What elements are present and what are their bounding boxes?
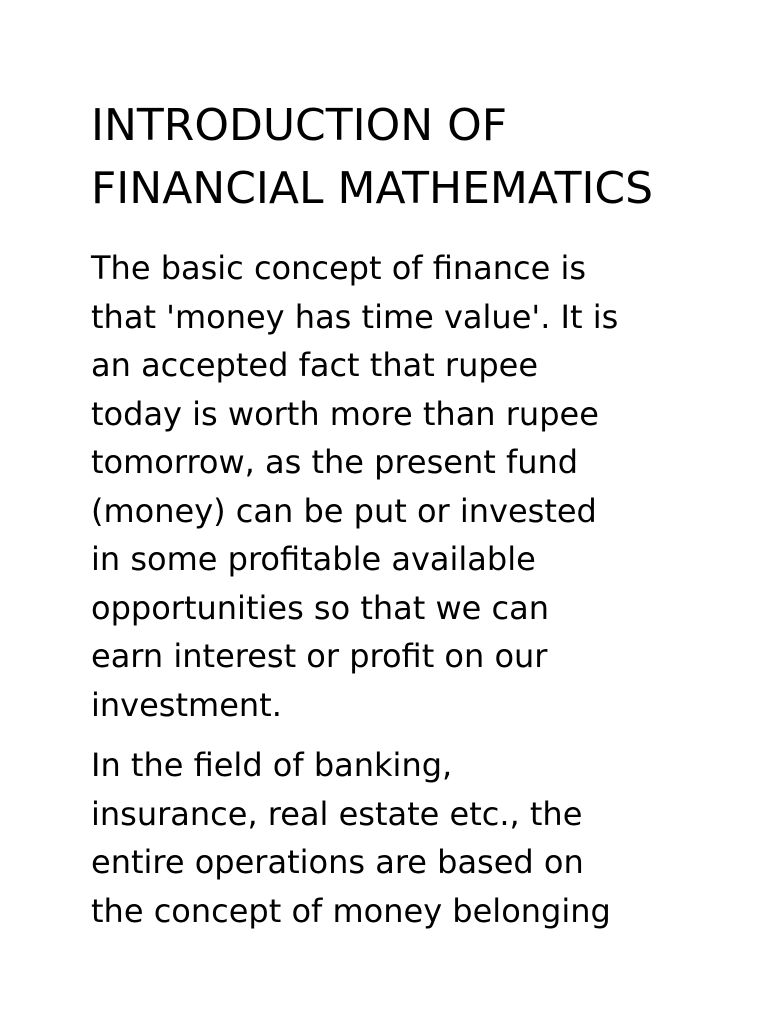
- text-line: that 'money has time value'. It is: [91, 297, 619, 336]
- text-line: entire operations are based on: [91, 843, 584, 881]
- title-line: FINANCIAL MATHEMATICS: [91, 163, 654, 214]
- document-title: [91, 94, 751, 220]
- text-line: insurance, real estate etc., the: [91, 794, 583, 833]
- text-line: investment.: [91, 685, 282, 724]
- text-line: the concept of money belonging: [91, 891, 611, 930]
- text-line: in some profitable available: [91, 540, 536, 578]
- paragraph-time-value: [91, 244, 751, 729]
- text-line: In the field of banking,: [91, 746, 453, 784]
- paragraph-operations: [91, 741, 751, 935]
- title-line: INTRODUCTION OF: [91, 100, 508, 151]
- text-line: opportunities so that we can: [91, 588, 549, 627]
- document-page: [91, 94, 751, 935]
- text-line: today is worth more than rupee: [91, 394, 599, 433]
- text-line: earn interest or profit on our: [91, 637, 548, 675]
- text-line: an accepted fact that rupee: [91, 346, 539, 384]
- text-line: The basic concept of finance is: [91, 249, 587, 287]
- text-line: tomorrow, as the present fund: [91, 443, 579, 481]
- text-line: (money) can be put or invested: [91, 491, 597, 530]
